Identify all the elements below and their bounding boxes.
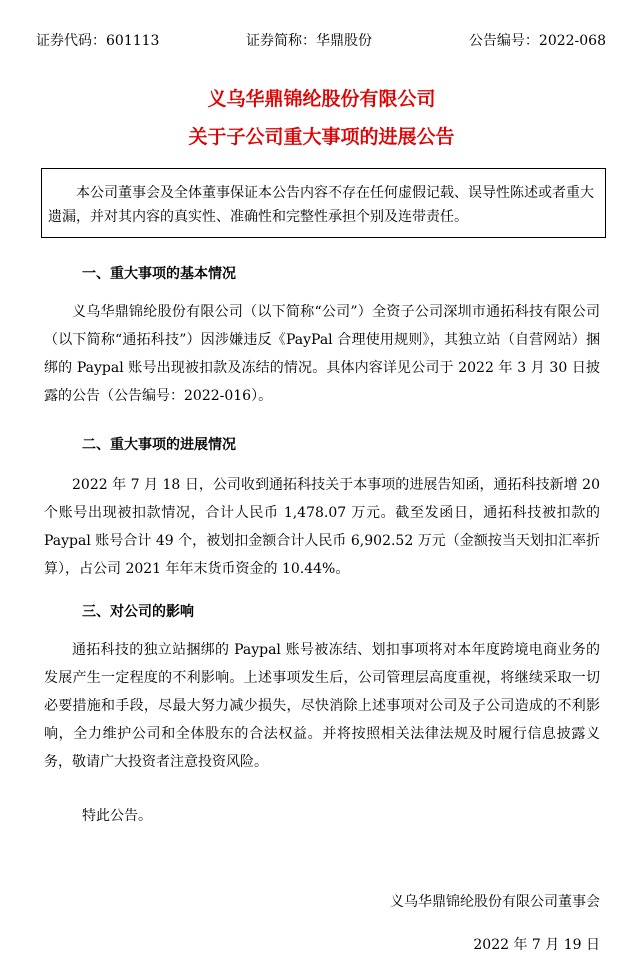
section-body-impact: 通拓科技的独立站捆绑的 Paypal 账号被冻结、划扣事项将对本年度跨境电商业务的发展产生一定程度的不利影响。上述事项发生后，公司管理层高度重视，将继续采取一切必要措施和手段，尽最大努力减少损失，尽快消除上述事项对公司及子公司造成的不利影响，全力维护公司和全体股东的合法权益。并将按照相关法律法规及时履行信息披露义务，敬请广大投资者注意投资风险。 <box>44 642 600 770</box>
stock-abbreviation: 证券简称：华鼎股份 <box>246 33 372 49</box>
section-heading-impact: 三、对公司的影响 <box>82 604 194 620</box>
section-heading-progress: 二、重大事项的进展情况 <box>82 437 236 453</box>
stock-code: 证券代码：601113 <box>36 33 160 49</box>
board-guarantee-notice: 本公司董事会及全体董事保证本公告内容不存在任何虚假记载、误导性陈述或者重大遗漏，并对其内容的真实性、准确性和完整性承担个别及连带责任。 <box>41 168 606 238</box>
section-body-progress: 2022 年 7 月 18 日，公司收到通拓科技关于本事项的进展告知函，通拓科技新增 20 个账号出现被扣款情况，合计人民币 1,478.07 万元。截至发函日，通拓科技被扣款的 Paypal 账号合计 49 个，被划扣金额合计人民币 6,902.52 万元（金额按当天划扣汇率折算），占公司 2021 年年末货币资金的 10.44%。 <box>44 477 600 577</box>
section-body-basic-situation: 义乌华鼎锦纶股份有限公司（以下简称“公司”）全资子公司深圳市通拓科技有限公司（以下简称“通拓科技”）因涉嫌违反《PayPal 合理使用规则》，其独立站（自营网站）捆绑的 Paypal 账号出现被扣款及冻结的情况。具体内容详见公司于 2022 年 3 月 30 日披露的公告（公告编号：2022-016）。 <box>44 304 600 404</box>
announcement-title: 关于子公司重大事项的进展公告 <box>188 126 455 148</box>
company-title: 义乌华鼎锦纶股份有限公司 <box>207 88 436 110</box>
announcement-date: 2022 年 7 月 19 日 <box>473 937 600 953</box>
document-header <box>36 30 606 52</box>
board-signature: 义乌华鼎锦纶股份有限公司董事会 <box>390 894 600 910</box>
announcement-number: 公告编号：2022-068 <box>468 33 606 49</box>
section-heading-basic-situation: 一、重大事项的基本情况 <box>82 266 236 282</box>
closing-statement: 特此公告。 <box>82 808 152 824</box>
